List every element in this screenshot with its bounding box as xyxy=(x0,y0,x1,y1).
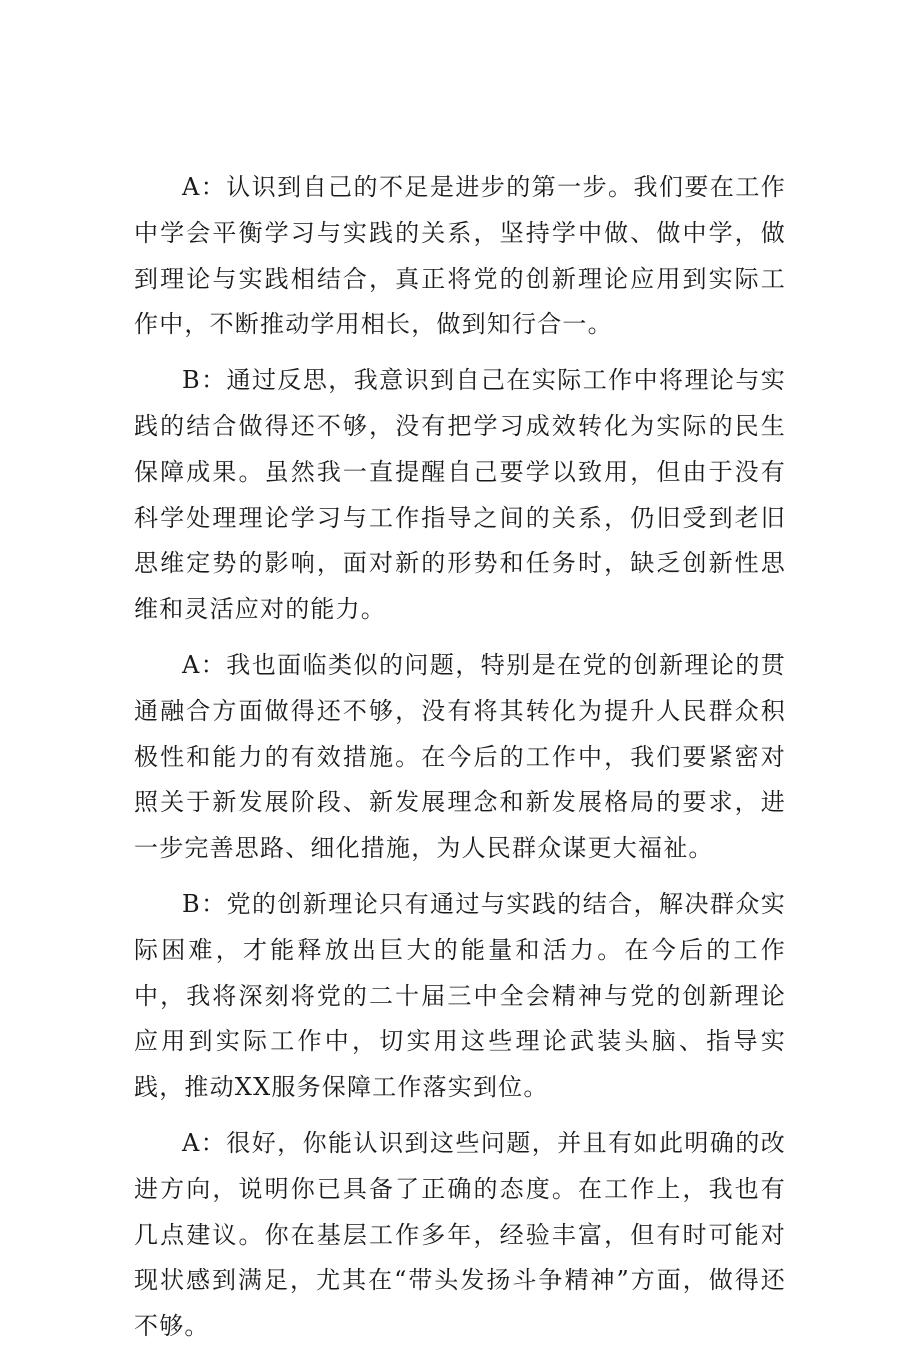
paragraph-3: A：我也面临类似的问题，特别是在党的创新理论的贯通融合方面做得还不够，没有将其转化为提升人民群众积极性和能力的有效措施。在今后的工作中，我们要紧密对照关于新发展阶段、新发展理念和新发展格局的要求，进一步完善思路、细化措施，为人民群众谋更大福祉。 xyxy=(134,650,786,863)
paragraph-5: A：很好，你能认识到这些问题，并且有如此明确的改进方向，说明你已具备了正确的态度。在工作上，我也有几点建议。你在基层工作多年，经验丰富，但有时可能对现状感到满足，尤其在“带头发扬斗争精神”方面，做得还不够。 xyxy=(134,1128,786,1341)
paragraph-1: A：认识到自己的不足是进步的第一步。我们要在工作中学会平衡学习与实践的关系，坚持学中做、做中学，做到理论与实践相结合，真正将党的创新理论应用到实际工作中，不断推动学用相长，做到知行合一。 xyxy=(134,173,786,339)
document-body xyxy=(134,165,786,1360)
paragraph-2: B：通过反思，我意识到自己在实际工作中将理论与实践的结合做得还不够，没有把学习成效转化为实际的民生保障成果。虽然我一直提醒自己要学以致用，但由于没有科学处理理论学习与工作指导之间的关系，仍旧受到老旧思维定势的影响，面对新的形势和任务时，缺乏创新性思维和灵活应对的能力。 xyxy=(134,366,786,624)
paragraph-4: B：党的创新理论只有通过与实践的结合，解决群众实际困难，才能释放出巨大的能量和活力。在今后的工作中，我将深刻将党的二十届三中全会精神与党的创新理论应用到实际工作中，切实用这些理论武装头脑、指导实践，推动XX服务保障工作落实到位。 xyxy=(134,889,786,1102)
